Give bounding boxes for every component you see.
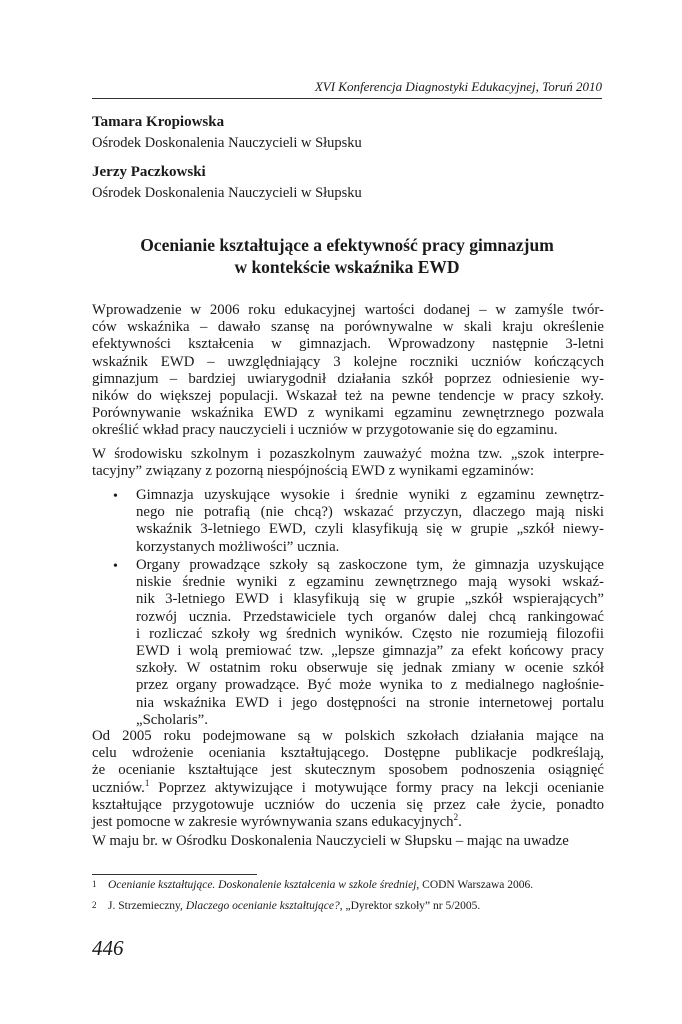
text-line: nia wskaźnika EWD i jego dostępności na stronie internetowej portalu xyxy=(136,694,604,711)
author-name: Jerzy Paczkowski xyxy=(92,164,206,180)
text-line: niskie średnie wyniki z egzaminu zewnętrznego mają wysoki wskaź- xyxy=(136,574,604,591)
footnote-title: Dlaczego ocenianie kształtujące? xyxy=(185,900,340,912)
bullet-marker: • xyxy=(113,489,118,504)
paragraph-may xyxy=(92,833,604,850)
text-line: wskaźnik 3-letniego EWD, czyli klasyfikują się w grupie „szkół niewy- xyxy=(136,521,604,538)
page-number: 446 xyxy=(92,936,124,960)
article-title xyxy=(92,234,602,278)
text-line: przez organy prowadzące. Być może wynika to z medialnego nagłośnie- xyxy=(136,677,604,694)
text-line: Wprowadzenie w 2006 roku edukacyjnej wartości dodanej – w zamyśle twór- xyxy=(92,302,604,318)
text-line: gimnazjum – bardziej uwiarygodnił działania szkół poprzez odniesienie wy- xyxy=(92,370,604,387)
text-line xyxy=(92,814,604,831)
footnote xyxy=(92,900,480,912)
article-title-line: w kontekście wskaźnika EWD xyxy=(234,257,460,277)
text-line: korzystanych możliwości” ucznia. xyxy=(136,538,340,555)
text-line: i rozliczać szkoły wg średnich wyników. Często nie rozumieją filozofii xyxy=(136,625,604,642)
footnote-text: , CODN Warszawa 2006. xyxy=(416,879,534,891)
author-affiliation: Ośrodek Doskonalenia Nauczycieli w Słupsku xyxy=(92,185,362,201)
text-line: nik 3-letniego EWD i klasyfikują się w grupie „szkół wspierających” xyxy=(136,591,604,608)
text-line: Organy prowadzące szkoły są zaskoczone tym, że gimnazja uzyskujące xyxy=(136,557,604,573)
footnote-ref: 2 xyxy=(453,812,459,823)
article-title-line: Ocenianie kształtujące a efektywność pracy gimnazjum xyxy=(140,235,554,255)
footnote-text: , „Dyrektor szkoły” nr 5/2005. xyxy=(339,900,481,912)
footnote-number: 2 xyxy=(92,900,97,910)
text-line: tacyjny” związany z pozorną niespójnością EWD z wynikami egzaminów: xyxy=(92,463,535,480)
text-line xyxy=(92,777,604,797)
text-line: ców wskaźnika – dawało szansę na porównywalne w skali kraju określenie xyxy=(92,319,604,336)
text-fragment: . xyxy=(458,814,462,831)
header-rule xyxy=(92,98,602,99)
text-line: określić wkład pracy nauczycieli i uczniów w przygotowanie się do egzaminu. xyxy=(92,422,558,439)
text-line: Od 2005 roku podejmowane są w polskich szkołach działania mające na xyxy=(92,728,604,744)
bullet-item xyxy=(136,487,604,556)
text-line: szkoły. W ostatnim roku obserwuje się jednak zmiany w ocenie szkół xyxy=(136,660,604,677)
paragraph-intro xyxy=(92,302,604,440)
footnote-title: Ocenianie kształtujące. Doskonalenie kształcenia w szkole średniej xyxy=(108,879,417,891)
text-line: że ocenianie kształtujące jest skutecznym sposobem podnoszenia osiągnięć xyxy=(92,762,604,779)
footnote-rule xyxy=(92,874,257,875)
text-line: „Scholaris”. xyxy=(136,711,208,728)
author-affiliation: Ośrodek Doskonalenia Nauczycieli w Słupsku xyxy=(92,135,362,151)
bullet-item xyxy=(136,557,604,729)
text-line: wskaźnik EWD – uwzględniający 3 kolejne roczniki uczniów kończących xyxy=(92,353,604,370)
text-line: Porównywanie wskaźnika EWD z wynikami egzaminu zewnętrznego pozwala xyxy=(92,405,604,422)
text-line: nego nie potrafią (nie chcą?) wskazać przyczyn, dlaczego mają niski xyxy=(136,504,604,521)
text-line: EWD i wolą premiować tzw. „lepsze gimnazja” za efekt końcowy pracy xyxy=(136,643,604,660)
text-line: ników do większej populacji. Wskazał też na pewne tendencje w pracy szkoły. xyxy=(92,388,604,405)
text-line: rozwój ucznia. Przedstawiciele tych organów dalej chcą rankingować xyxy=(136,608,604,625)
text-line: W środowisku szkolnym i pozaszkolnym zauważyć można tzw. „szok interpre- xyxy=(92,446,604,462)
bullet-marker: • xyxy=(113,559,118,574)
text-fragment: jest pomocne w zakresie wyrównywania szans edukacyjnych xyxy=(92,814,454,831)
text-line: celu wdrożenie oceniania kształtującego. Dostępne publikacje podkreślają, xyxy=(92,745,604,762)
footnote-ref: 1 xyxy=(144,777,150,788)
text-line: efektywności kształcenia w gimnazjach. Wprowadzony następnie 3-letni xyxy=(92,336,604,353)
paragraph-formative xyxy=(92,728,604,831)
paragraph-shock xyxy=(92,446,604,480)
text-line: kształtujące przygotowuje uczniów do uczenia się przez całe życie, ponadto xyxy=(92,796,604,813)
author-name: Tamara Kropiowska xyxy=(92,114,225,130)
footnote-text: J. Strzemieczny, xyxy=(108,900,186,912)
text-line: W maju br. w Ośrodku Doskonalenia Nauczycieli w Słupsku – mając na uwadze xyxy=(92,833,569,849)
footnote-number: 1 xyxy=(92,879,97,889)
text-line: Gimnazja uzyskujące wysokie i średnie wyniki z egzaminu zewnętrz- xyxy=(136,487,604,503)
footnote xyxy=(92,879,533,891)
text-fragment: uczniów. xyxy=(92,779,145,796)
running-header: XVI Konferencja Diagnostyki Edukacyjnej, Toruń 2010 xyxy=(314,79,602,94)
text-fragment: Poprzez aktywizujące i motywujące formy pracy na lekcji ocenianie xyxy=(158,779,604,796)
